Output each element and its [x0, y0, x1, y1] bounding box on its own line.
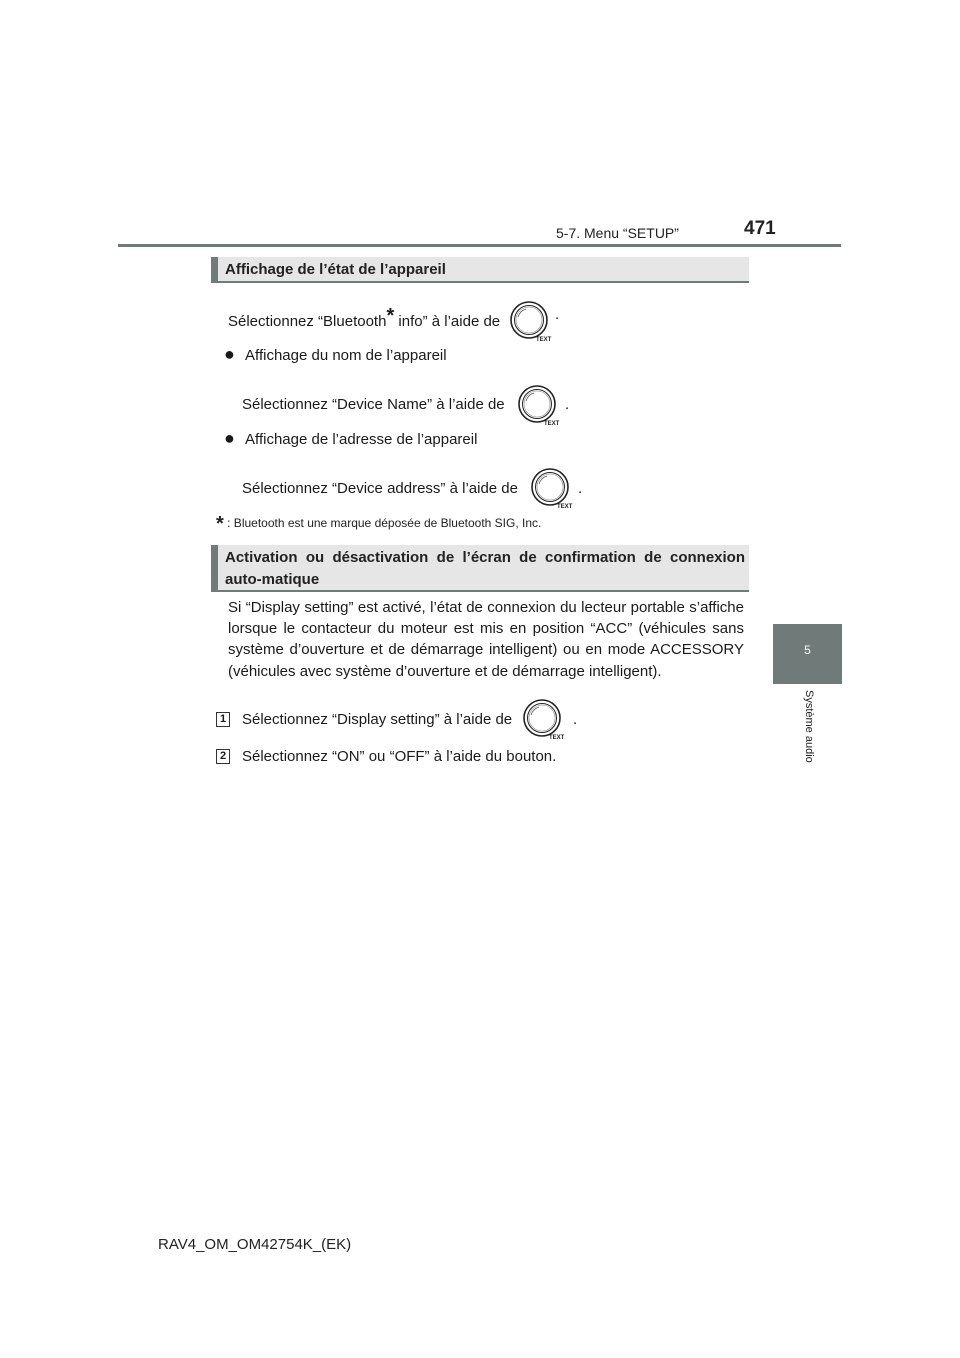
bullet-text: Affichage de l’adresse de l’appareil [245, 431, 478, 448]
section-heading-text: Affichage de l’état de l’appareil [225, 261, 446, 278]
chapter-number: 5 [804, 643, 811, 657]
tune-knob-icon [522, 698, 568, 740]
document-code: RAV4_OM_OM42754K_(EK) [158, 1236, 352, 1253]
line-text-after: info” à l’aide de [394, 313, 501, 330]
header-rule [118, 244, 841, 247]
period: . [565, 396, 570, 413]
knob-text-label: TEXT [536, 337, 552, 342]
display-setting-paragraph: Si “Display setting” est activé, l’état de connexion du lecteur portable s’affiche lorsque le contacteur du moteur est mis en position “ACC” (véhicules sans système d’ouverture et de démarrage intelligent) ou en mode ACCESSORY (véhicules avec système d’ouverture et de démarrage intelligent). [228, 599, 744, 680]
bullet-icon: ● [224, 344, 235, 364]
knob-text-label: TEXT [544, 421, 560, 426]
device-name-step: Sélectionnez “Device Name” à l’aide de [242, 396, 505, 413]
bullet-icon: ● [224, 428, 235, 448]
section-heading-text: Activation ou désactivation de l’écran de confirmation de connexion auto-matique [225, 549, 745, 588]
bullet-text: Affichage du nom de l’appareil [245, 347, 447, 364]
step-1-text: Sélectionnez “Display setting” à l’aide de [242, 711, 513, 728]
bluetooth-info-line [228, 306, 500, 330]
step-number-badge: 1 [216, 712, 230, 727]
footnote-text: : Bluetooth est une marque déposée de Bluetooth SIG, Inc. [227, 516, 542, 530]
page-number: 471 [744, 218, 776, 239]
asterisk-mark: * [386, 305, 395, 327]
knob-text-label: TEXT [549, 735, 565, 740]
section-heading-device-status [211, 257, 749, 283]
chapter-label: Système audio [803, 690, 815, 763]
bullet-device-address [224, 429, 477, 448]
tune-knob-icon [509, 300, 555, 342]
device-address-step: Sélectionnez “Device address” à l’aide de [242, 480, 518, 497]
chapter-label-wrap [773, 690, 842, 780]
tune-knob-icon [530, 467, 576, 509]
step-2-text: Sélectionnez “ON” ou “OFF” à l’aide du bouton. [242, 748, 557, 765]
period: . [573, 711, 578, 728]
section-heading-connection-confirmation [211, 545, 749, 592]
step-number-badge: 2 [216, 749, 230, 764]
tune-knob-icon [517, 384, 563, 426]
period: . [555, 306, 560, 323]
footnote [216, 514, 541, 534]
period: . [578, 480, 583, 497]
bullet-device-name [224, 345, 447, 364]
knob-text-label: TEXT [557, 504, 573, 509]
line-text-before: Sélectionnez “Bluetooth [228, 313, 387, 330]
running-header-section: 5-7. Menu “SETUP” [556, 225, 679, 241]
footnote-asterisk: * [216, 513, 224, 535]
